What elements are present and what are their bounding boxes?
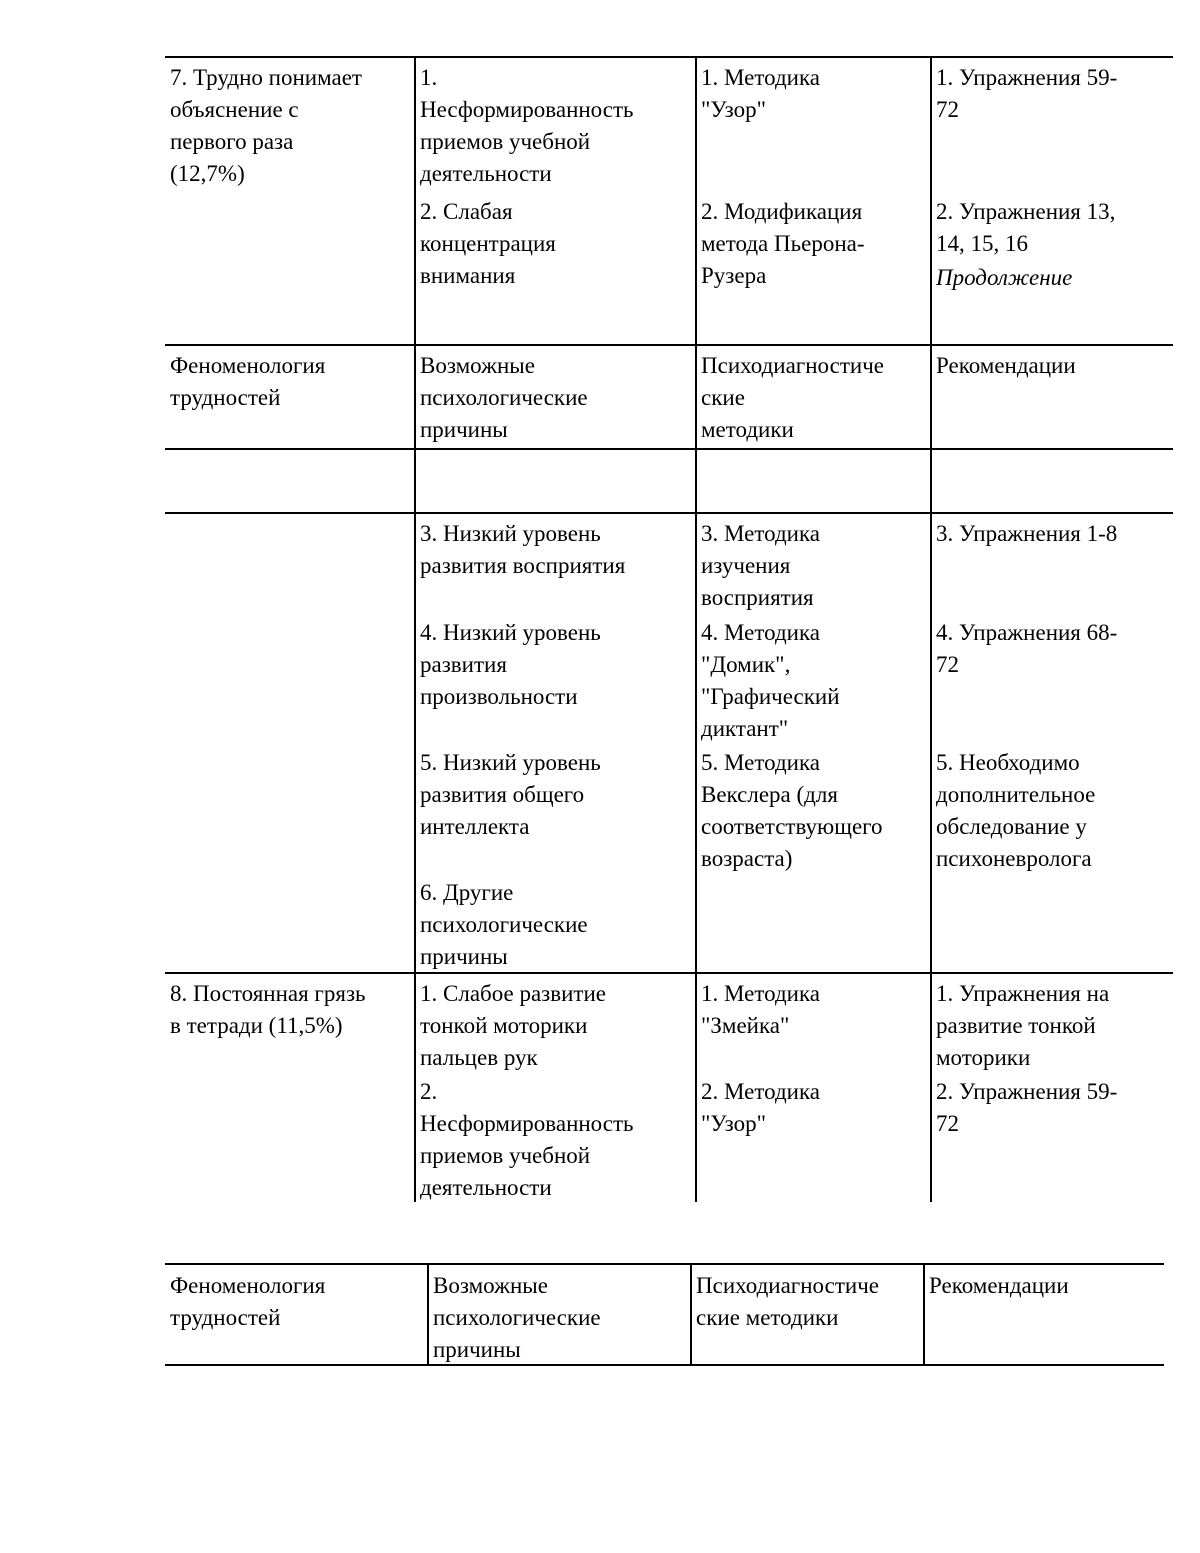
table1-col2-divider-b bbox=[414, 344, 416, 1202]
row7-recommendation-1: 1. Упражнения 59- 72 bbox=[936, 65, 1118, 122]
table1-header-phenomenology: Феноменология трудностей bbox=[170, 353, 326, 410]
row7-method-1: 1. Методика "Узор" bbox=[701, 65, 820, 122]
table2-header-methods: Психодиагностиче ские методики bbox=[696, 1273, 879, 1330]
table1-col3-divider-b bbox=[695, 344, 697, 1202]
table1-header-bottom-border bbox=[165, 448, 1173, 450]
row8-cause-1: 1. Слабое развитие тонкой моторики пальцев рук bbox=[420, 981, 606, 1070]
row7-recommendation-3: 3. Упражнения 1-8 bbox=[936, 521, 1118, 546]
table2-header-causes: Возможные психологические причины bbox=[433, 1273, 601, 1362]
table1-col4-divider-a bbox=[930, 56, 932, 346]
row7-recommendation-4: 4. Упражнения 68- 72 bbox=[936, 620, 1118, 677]
table2-col3-divider bbox=[690, 1263, 692, 1366]
continuation-note: Продолжение bbox=[936, 265, 1073, 290]
row8-cause-2: 2. Несформированность приемов учебной деятельности bbox=[420, 1079, 634, 1200]
row8-phenomenon: 8. Постоянная грязь в тетради (11,5%) bbox=[170, 981, 366, 1038]
table2-header-phenomenology: Феноменология трудностей bbox=[170, 1273, 326, 1330]
row7-cause-5: 5. Низкий уровень развития общего интеллекта bbox=[420, 750, 601, 839]
table1-col3-divider-a bbox=[695, 56, 697, 346]
row8-method-1: 1. Методика "Змейка" bbox=[701, 981, 820, 1038]
row7-cause-6: 6. Другие психологические причины bbox=[420, 880, 588, 969]
table2-top-border bbox=[165, 1263, 1164, 1265]
row7-cause-4: 4. Низкий уровень развития произвольности bbox=[420, 620, 601, 709]
table1-header-causes: Возможные психологические причины bbox=[420, 353, 588, 442]
row7-cause-2: 2. Слабая концентрация внимания bbox=[420, 199, 556, 288]
row7-recommendation-5: 5. Необходимо дополнительное обследование у психоневролога bbox=[936, 750, 1096, 871]
row7-phenomenon: 7. Трудно понимает объяснение с первого раза (12,7%) bbox=[170, 65, 362, 186]
table1-header-top-border bbox=[165, 344, 1173, 346]
row7-method-3: 3. Методика изучения восприятия bbox=[701, 521, 820, 610]
table1-header-methods: Психодиагностиче ские методики bbox=[701, 353, 884, 442]
table1-top-border bbox=[165, 56, 1173, 58]
table1-header-recommendations: Рекомендации bbox=[936, 353, 1076, 378]
table2-header-recommendations: Рекомендации bbox=[929, 1273, 1069, 1298]
row7-recommendation-2: 2. Упражнения 13, 14, 15, 16 bbox=[936, 199, 1116, 256]
table1-empty-row-bottom-border bbox=[165, 512, 1173, 514]
table1-col2-divider-a bbox=[414, 56, 416, 346]
row8-recommendation-1: 1. Упражнения на развитие тонкой моторики bbox=[936, 981, 1110, 1070]
row8-recommendation-2: 2. Упражнения 59- 72 bbox=[936, 1079, 1118, 1136]
table2-col2-divider bbox=[427, 1263, 429, 1366]
table1-col4-divider-b bbox=[930, 344, 932, 1202]
row7-method-5: 5. Методика Векслера (для соответствующего возраста) bbox=[701, 750, 883, 871]
row7-cause-3: 3. Низкий уровень развития восприятия bbox=[420, 521, 626, 578]
row8-method-2: 2. Методика "Узор" bbox=[701, 1079, 820, 1136]
table2-col4-divider bbox=[923, 1263, 925, 1366]
row7-method-4: 4. Методика "Домик", "Графический диктант" bbox=[701, 620, 840, 741]
row7-method-2: 2. Модификация метода Пьерона- Рузера bbox=[701, 199, 865, 288]
row7-cause-1: 1. Несформированность приемов учебной деятельности bbox=[420, 65, 634, 186]
